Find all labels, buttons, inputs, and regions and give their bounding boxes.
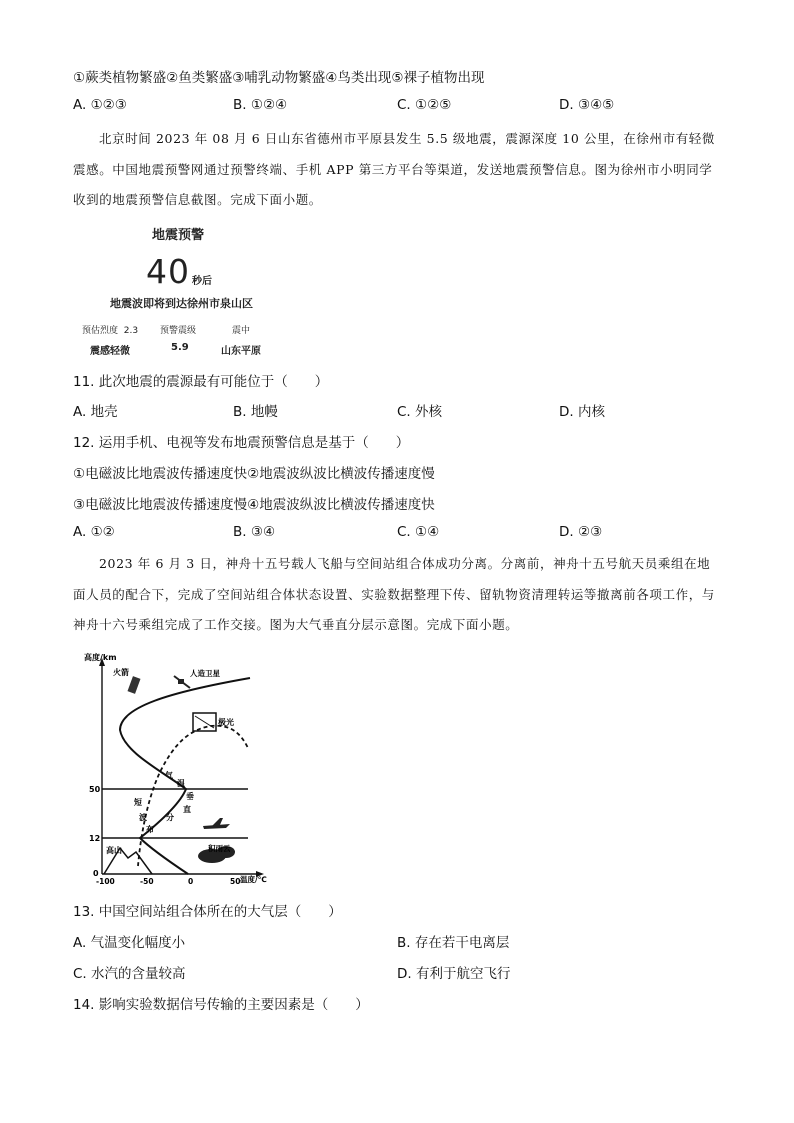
y-tick-0: 0 (93, 869, 99, 878)
q10-option-a: A. ①②③ (73, 97, 127, 113)
q10-statement: ①蕨类植物繁盛②鱼类繁盛③哺乳动物繁盛④鸟类出现⑤裸子植物出现 (73, 70, 485, 86)
y-axis-label: 高度/km (84, 653, 117, 662)
alert-countdown-unit: 秒后 (192, 276, 212, 287)
alert-epicenter-label: 震中 (232, 326, 251, 336)
curve-text-1b: 温 (177, 779, 185, 788)
curve-text-1a: 气 (165, 771, 173, 780)
q12-statement-1: ①电磁波比地震波传播速度快②地震波纵波比横波传播速度慢 (73, 466, 435, 482)
q11-option-c: C. 外核 (397, 404, 443, 420)
alert-epicenter: 山东平原 (221, 346, 261, 357)
cloud-label: 积雨云 (208, 844, 231, 853)
aurora-icon (195, 716, 214, 728)
curve-text-3a: 分 (166, 813, 174, 822)
q11-option-a: A. 地壳 (73, 404, 118, 420)
temperature-curve (120, 678, 250, 874)
q14-stem: 14. 影响实验数据信号传输的主要因素是（ ） (73, 997, 369, 1013)
curve-text-1c: 垂 (186, 792, 194, 801)
x-tick-minus100: -100 (96, 877, 115, 886)
rocket-label: 火箭 (113, 668, 129, 677)
curve-text-2a: 短 (134, 798, 142, 807)
q12-option-b: B. ③④ (233, 524, 276, 540)
q12-stem: 12. 运用手机、电视等发布地震预警信息是基于（ ） (73, 435, 410, 451)
q12-statement-2: ③电磁波比地震波传播速度慢④地震波纵波比横波传播速度快 (73, 497, 435, 513)
q11-stem: 11. 此次地震的震源最有可能位于（ ） (73, 374, 329, 390)
y-tick-12: 12 (89, 834, 101, 843)
y-tick-50: 50 (89, 785, 101, 794)
mountain-label: 高山 (106, 846, 122, 855)
q11-option-b: B. 地幔 (233, 404, 278, 420)
alert-countdown: 40 (146, 252, 190, 291)
earthquake-passage: 北京时间 2023 年 08 月 6 日山东省德州市平原县发生 5.5 级地震，震源深度 10 公里，在徐州市有轻微震感。中国地震预警网通过预警终端、手机 APP 第三方平台等渠道，发送地震预警信息。图为徐州市小明同学收到的地震预警信息截图。完成下面小题。 (73, 131, 715, 207)
airplane-icon (203, 818, 230, 829)
q13-option-b: B. 存在若干电离层 (397, 935, 510, 951)
q10-option-b: B. ①②④ (233, 97, 288, 113)
aurora-label: 极光 (218, 718, 234, 727)
alert-magnitude: 5.9 (171, 342, 189, 353)
alert-message: 地震波即将到达徐州市泉山区 (110, 297, 253, 310)
alert-magnitude-label: 预警震级 (160, 326, 197, 336)
q13-option-d: D. 有利于航空飞行 (397, 966, 511, 982)
curve-text-1d: 直 (183, 805, 191, 814)
atmosphere-layer-diagram (80, 652, 270, 890)
x-tick-0: 0 (188, 877, 194, 886)
satellite-label: 人造卫星 (190, 669, 220, 678)
q12-option-d: D. ②③ (559, 524, 603, 540)
q12-option-a: A. ①② (73, 524, 115, 540)
q13-option-c: C. 水汽的含量较高 (73, 966, 186, 982)
space-station-passage: 2023 年 6 月 3 日，神舟十五号载人飞船与空间站组合体成功分离。分离前，神舟十五号航天员乘组在地面人员的配合下，完成了空间站组合体状态设置、实验数据整理下传、留轨物资清理转运等撤离前各项工作，与神舟十六号乘组完成了工作交接。图为大气垂直分层示意图。完成下面小题。 (73, 556, 715, 632)
q10-option-d: D. ③④⑤ (559, 97, 615, 113)
q12-option-c: C. ①④ (397, 524, 440, 540)
q11-option-d: D. 内核 (559, 404, 605, 420)
x-tick-50: 50 (230, 877, 241, 886)
curve-text-2b: 波 (139, 813, 147, 822)
curve-text-3b: 布 (146, 825, 154, 834)
alert-feeling: 震感轻微 (90, 346, 130, 357)
q10-option-c: C. ①②⑤ (397, 97, 452, 113)
q13-option-a: A. 气温变化幅度小 (73, 935, 186, 951)
x-axis-label: 温度/℃ (240, 875, 267, 884)
alert-intensity-label: 预估烈度 2.3 (82, 326, 139, 336)
rocket-icon (128, 676, 141, 694)
alert-title: 地震预警 (152, 228, 205, 243)
x-tick-minus50: -50 (140, 877, 154, 886)
q13-stem: 13. 中国空间站组合体所在的大气层（ ） (73, 904, 342, 920)
satellite-icon (174, 676, 190, 688)
